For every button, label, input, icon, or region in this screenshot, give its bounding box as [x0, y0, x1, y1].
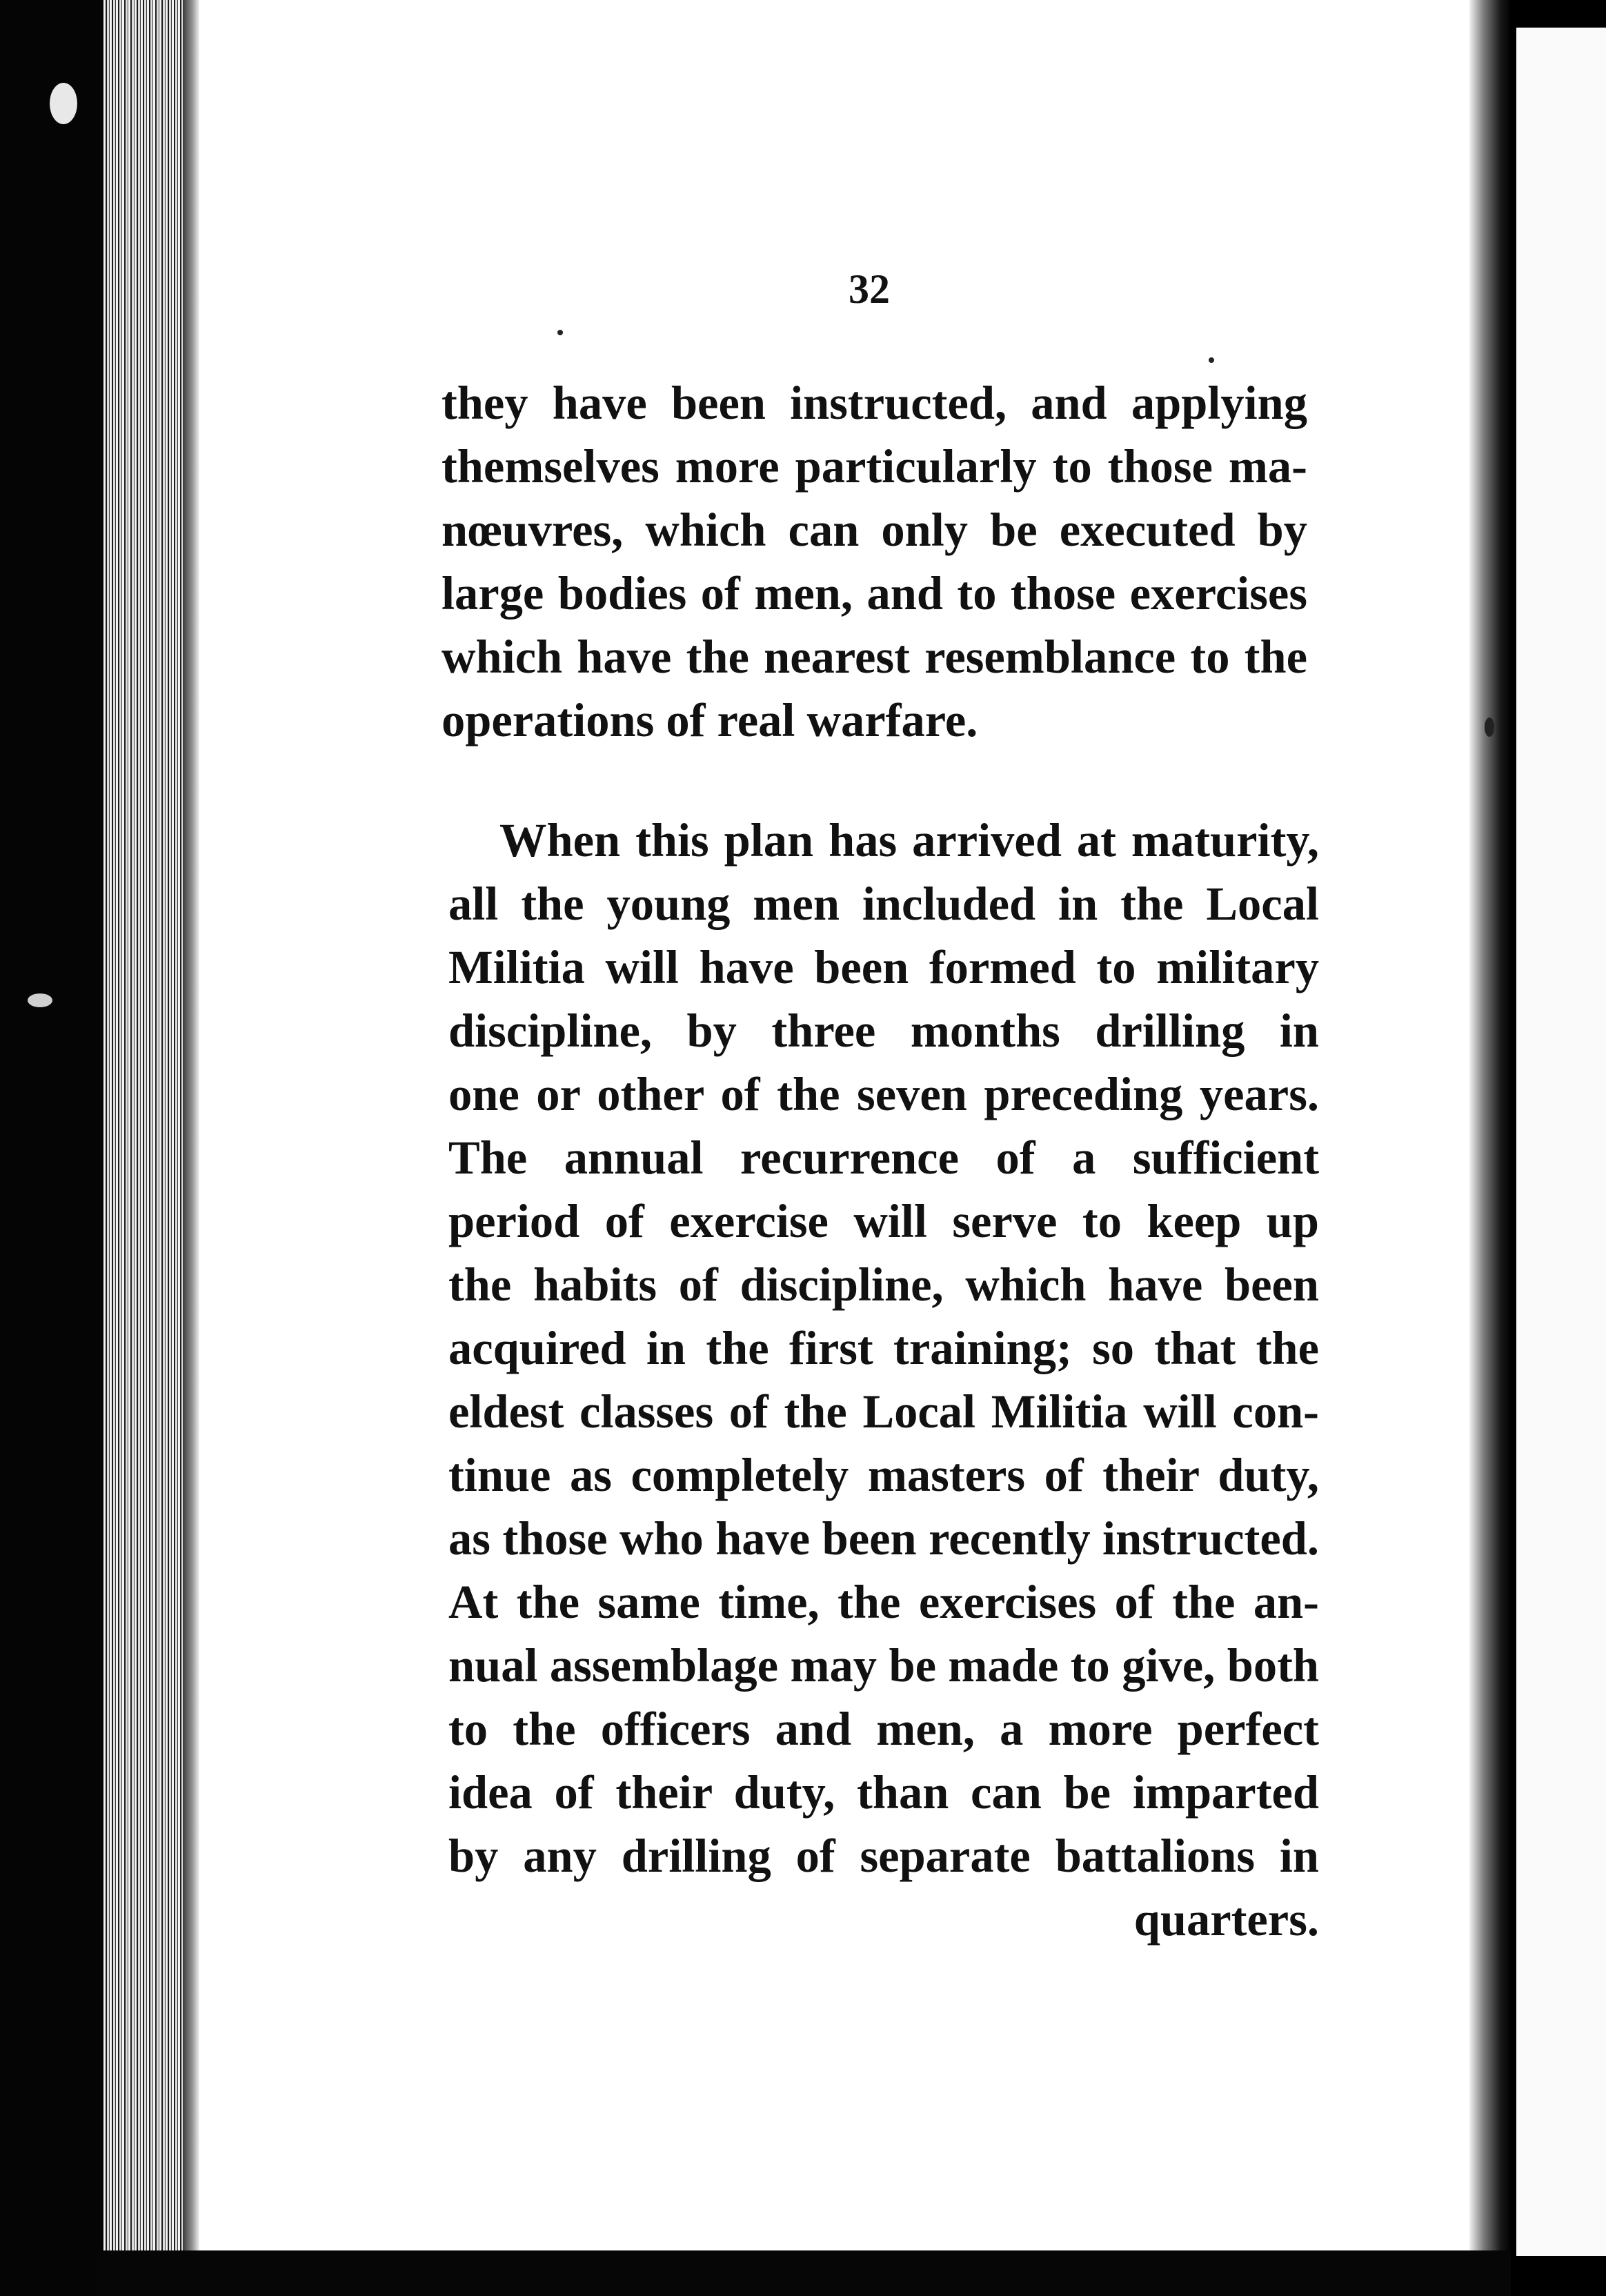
text-line: acquired in the first training; so that the: [448, 1322, 1319, 1374]
scan-border-left: [0, 0, 103, 2296]
scan-speck: [50, 83, 77, 124]
text-line: idea of their duty, than can be imparted: [448, 1766, 1319, 1819]
text-line: as those who have been recently instructed.: [448, 1512, 1319, 1565]
scan-border-bottom: [103, 2250, 1511, 2296]
text-line: operations of real warfare.: [442, 694, 978, 746]
text-line: The annual recurrence of a sufficient: [448, 1131, 1319, 1184]
text-line: period of exercise will serve to keep up: [448, 1195, 1319, 1247]
page-edge-shadow: [183, 0, 199, 2256]
text-line: by any drilling of separate battalions in: [448, 1830, 1319, 1882]
text-line: which have the nearest resemblance to the: [442, 631, 1307, 683]
text-line: Militia will have been formed to military: [448, 941, 1319, 993]
scan-speck: [557, 330, 563, 335]
paragraph: [442, 371, 1307, 752]
text-line: eldest classes of the Local Militia will con-: [448, 1385, 1319, 1438]
catchword: quarters.: [1133, 1893, 1319, 1946]
page-number: 32: [849, 266, 890, 312]
text-line: the habits of discipline, which have been: [448, 1258, 1319, 1311]
scan-speck: [28, 993, 52, 1007]
text-line: all the young men included in the Local: [448, 878, 1319, 930]
text-line: tinue as completely masters of their duty,: [448, 1449, 1319, 1501]
text-line: nual assemblage may be made to give, both: [448, 1639, 1319, 1692]
scan-speck: [1485, 718, 1494, 737]
text-line: they have been instructed, and applying: [442, 377, 1307, 429]
text-line: one or other of the seven preceding years.: [448, 1068, 1319, 1120]
scan-speck: [1209, 357, 1214, 363]
paragraph: [448, 809, 1319, 1951]
book-gutter: [1469, 0, 1511, 2296]
text-line: At the same time, the exercises of the an-: [448, 1576, 1319, 1628]
text-line: to the officers and men, a more perfect: [448, 1703, 1319, 1755]
facing-page: [1516, 28, 1606, 2256]
text-line: discipline, by three months drilling in: [448, 1004, 1319, 1057]
text-line: large bodies of men, and to those exercises: [442, 567, 1307, 620]
text-line: nœuvres, which can only be executed by: [442, 504, 1307, 556]
text-line: When this plan has arrived at maturity,: [499, 814, 1319, 867]
text-line: themselves more particularly to those ma-: [442, 440, 1307, 493]
